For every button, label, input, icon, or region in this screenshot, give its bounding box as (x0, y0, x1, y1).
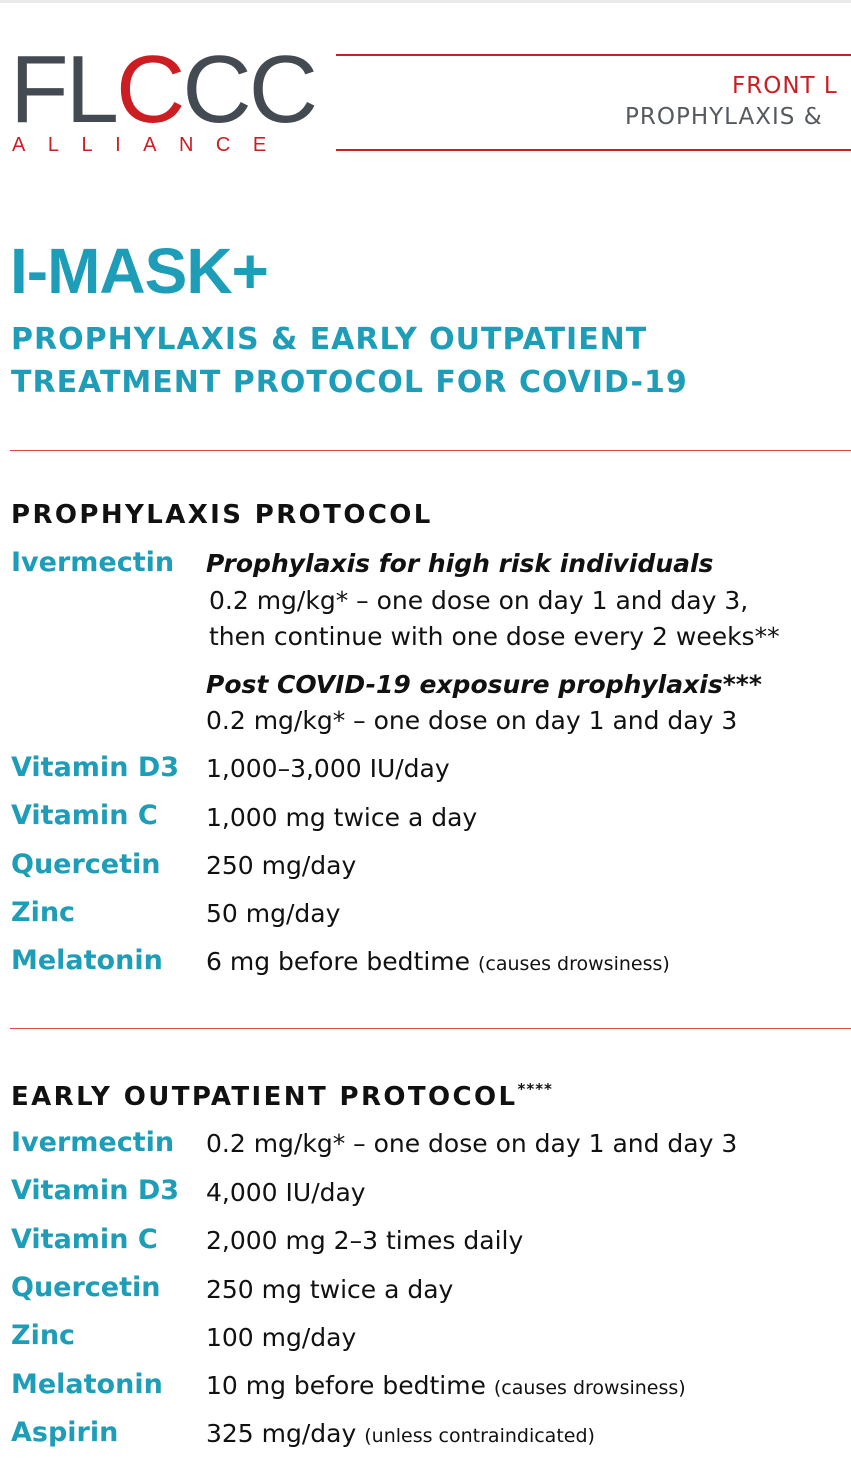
early-drug-dose: 4,000 IU/day (206, 1178, 366, 1207)
prophylaxis-drug-dose: 250 mg/day (206, 851, 357, 880)
dose-text: 6 mg before bedtime (206, 947, 471, 976)
subtitle-line-1: PROPHYLAXIS & EARLY OUTPATIENT (11, 322, 648, 357)
early-drug-name: Ivermectin (11, 1127, 175, 1158)
dose-text: 10 mg before bedtime (206, 1371, 486, 1400)
logo-mark-fl: FL (10, 36, 117, 143)
high-risk-dose-line-2: then continue with one dose every 2 weeks** (209, 622, 780, 651)
early-drug-dose (206, 1371, 686, 1400)
header-line-2: PROPHYLAXIS & (625, 104, 823, 130)
early-heading-text: EARLY OUTPATIENT PROTOCOL (11, 1082, 518, 1112)
header-top-rule (336, 54, 851, 56)
prophylaxis-heading: PROPHYLAXIS PROTOCOL (11, 500, 433, 530)
subtitle-line-2: TREATMENT PROTOCOL FOR COVID-19 (11, 365, 688, 400)
dose-text: 325 mg/day (206, 1419, 357, 1448)
prophylaxis-drug-name: Melatonin (11, 945, 163, 976)
prophylaxis-drug-ivermectin: Ivermectin (11, 547, 175, 578)
header-line-1: FRONT L (732, 73, 838, 99)
dose-note: (unless contraindicated) (364, 1425, 595, 1447)
flccc-logo (10, 36, 316, 160)
section-divider-1 (10, 450, 851, 451)
prophylaxis-drug-dose: 50 mg/day (206, 899, 341, 928)
page-subtitle (11, 318, 688, 404)
high-risk-title: Prophylaxis for high risk individuals (206, 549, 714, 578)
post-exposure-title: Post COVID-19 exposure prophylaxis*** (206, 670, 762, 699)
early-drug-name: Aspirin (11, 1417, 119, 1448)
top-edge (0, 0, 851, 3)
prophylaxis-drug-name: Vitamin C (11, 800, 158, 831)
prophylaxis-drug-name: Zinc (11, 897, 76, 928)
logo-mark-c-red: C (116, 36, 183, 143)
high-risk-dose-line-1: 0.2 mg/kg* – one dose on day 1 and day 3, (209, 586, 749, 615)
section-divider-2 (10, 1028, 851, 1029)
post-exposure-dose: 0.2 mg/kg* – one dose on day 1 and day 3 (206, 706, 738, 735)
early-outpatient-heading (11, 1080, 553, 1112)
early-drug-name: Zinc (11, 1320, 76, 1351)
prophylaxis-drug-name: Vitamin D3 (11, 752, 180, 783)
early-drug-dose (206, 1419, 595, 1448)
early-drug-name: Quercetin (11, 1272, 161, 1303)
early-drug-dose: 250 mg twice a day (206, 1275, 454, 1304)
prophylaxis-drug-dose (206, 947, 670, 976)
logo-mark (10, 36, 316, 143)
early-drug-dose: 0.2 mg/kg* – one dose on day 1 and day 3 (206, 1129, 738, 1158)
header-bottom-rule (336, 149, 851, 151)
page-title: I-MASK+ (10, 235, 268, 307)
logo-mark-cc: CC (182, 36, 316, 143)
dose-note: (causes drowsiness) (477, 953, 670, 975)
early-drug-dose: 100 mg/day (206, 1323, 357, 1352)
prophylaxis-drug-dose: 1,000–3,000 IU/day (206, 754, 450, 783)
logo-alliance-text: ALLIANCE (12, 134, 289, 156)
prophylaxis-drug-name: Quercetin (11, 849, 161, 880)
early-drug-name: Vitamin C (11, 1224, 158, 1255)
early-drug-dose: 2,000 mg 2–3 times daily (206, 1226, 524, 1255)
prophylaxis-drug-dose: 1,000 mg twice a day (206, 803, 478, 832)
dose-note: (causes drowsiness) (493, 1377, 686, 1399)
early-drug-name: Melatonin (11, 1369, 163, 1400)
early-drug-name: Vitamin D3 (11, 1175, 180, 1206)
early-heading-footnote-mark: **** (517, 1080, 553, 1098)
